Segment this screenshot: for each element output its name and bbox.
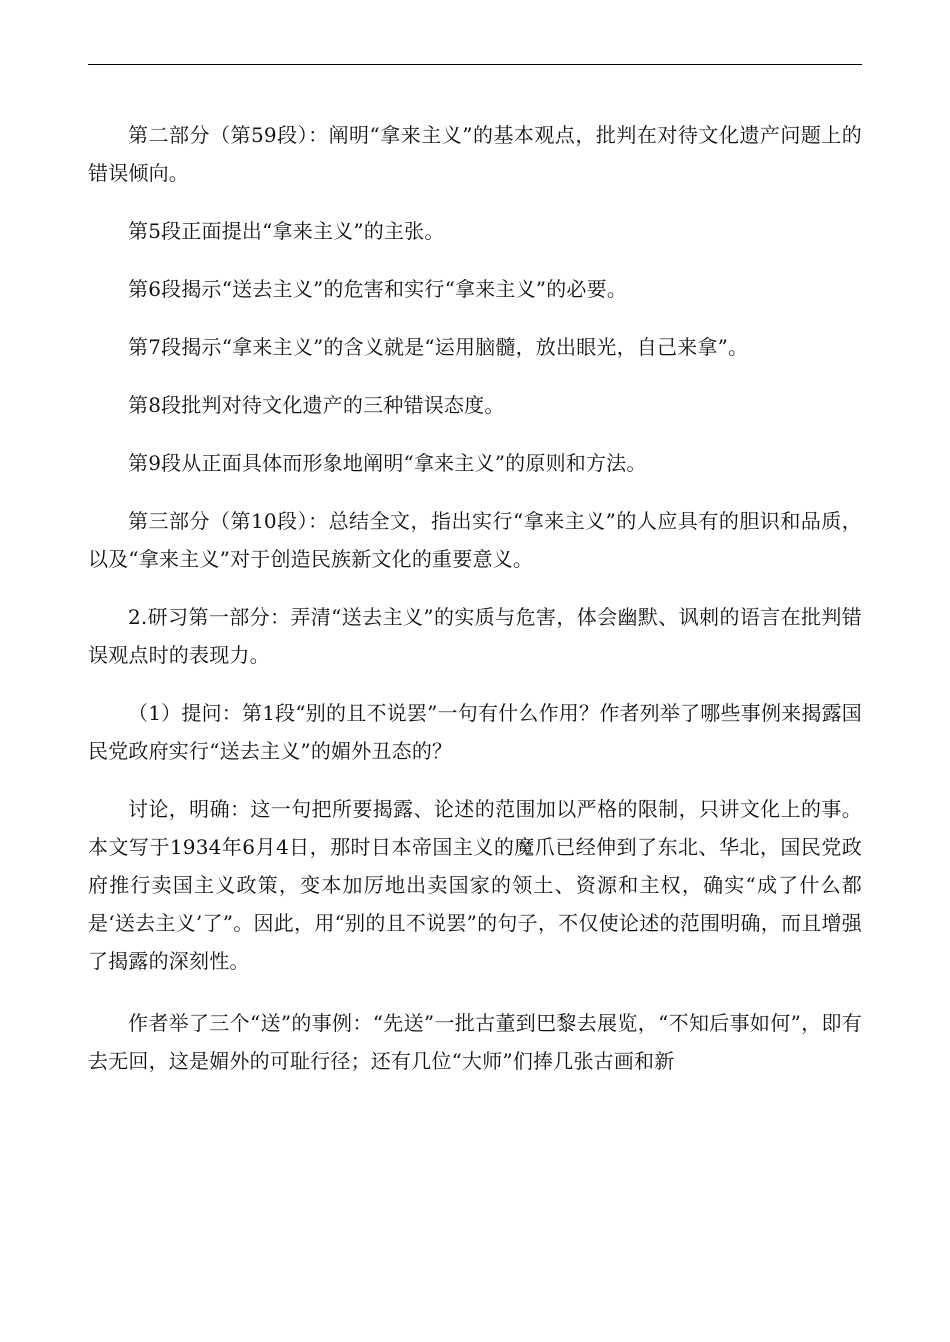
paragraph-discussion: 讨论，明确：这一句把所要揭露、论述的范围加以严格的限制，只讲文化上的事。本文写于1934年6月4日，那时日本帝国主义的魔爪已经伸到了东北、华北，国民党政府推行卖国主义政策，变本加厉地出卖国家的领土、资源和主权，确实“成了什么都是‘送去主义’了”。因此，用“别的且不说罢”的句子，不仅使论述的范围明确，而且增强了揭露的深刻性。 bbox=[88, 797, 862, 973]
document-body bbox=[88, 116, 862, 1100]
paragraph-section-9: 第9段从正面具体而形象地阐明“拿来主义”的原则和方法。 bbox=[128, 451, 647, 475]
paragraph-question-1: （1）提问：第1段“别的且不说罢”一句有什么作用？作者列举了哪些事例来揭露国民党政府实行“送去主义”的媚外丑态的？ bbox=[88, 701, 862, 763]
paragraph-part-three: 第三部分（第10段）：总结全文，指出实行“拿来主义”的人应具有的胆识和品质，以及“拿来主义”对于创造民族新文化的重要意义。 bbox=[88, 509, 862, 571]
paragraph-section-7: 第7段揭示“拿来主义”的含义就是“运用脑髓，放出眼光，自己来拿”。 bbox=[128, 335, 749, 359]
paragraph-examples: 作者举了三个“送”的事例：“先送”一批古董到巴黎去展览，“不知后事如何”，即有去无回，这是媚外的可耻行径；还有几位“大师”们捧几张古画和新 bbox=[88, 1011, 862, 1073]
paragraph-section-6: 第6段揭示“送去主义”的危害和实行“拿来主义”的必要。 bbox=[128, 277, 628, 301]
paragraph-part-two: 第二部分（第59段）：阐明“拿来主义”的基本观点，批判在对待文化遗产问题上的错误倾向。 bbox=[88, 123, 862, 185]
paragraph-section-5: 第5段正面提出“拿来主义”的主张。 bbox=[128, 219, 445, 243]
header-rule bbox=[88, 64, 862, 65]
paragraph-study-part-one: 2.研习第一部分：弄清“送去主义”的实质与危害，体会幽默、讽刺的语言在批判错误观点时的表现力。 bbox=[88, 605, 862, 667]
paragraph-section-8: 第8段批判对待文化遗产的三种错误态度。 bbox=[128, 393, 505, 417]
